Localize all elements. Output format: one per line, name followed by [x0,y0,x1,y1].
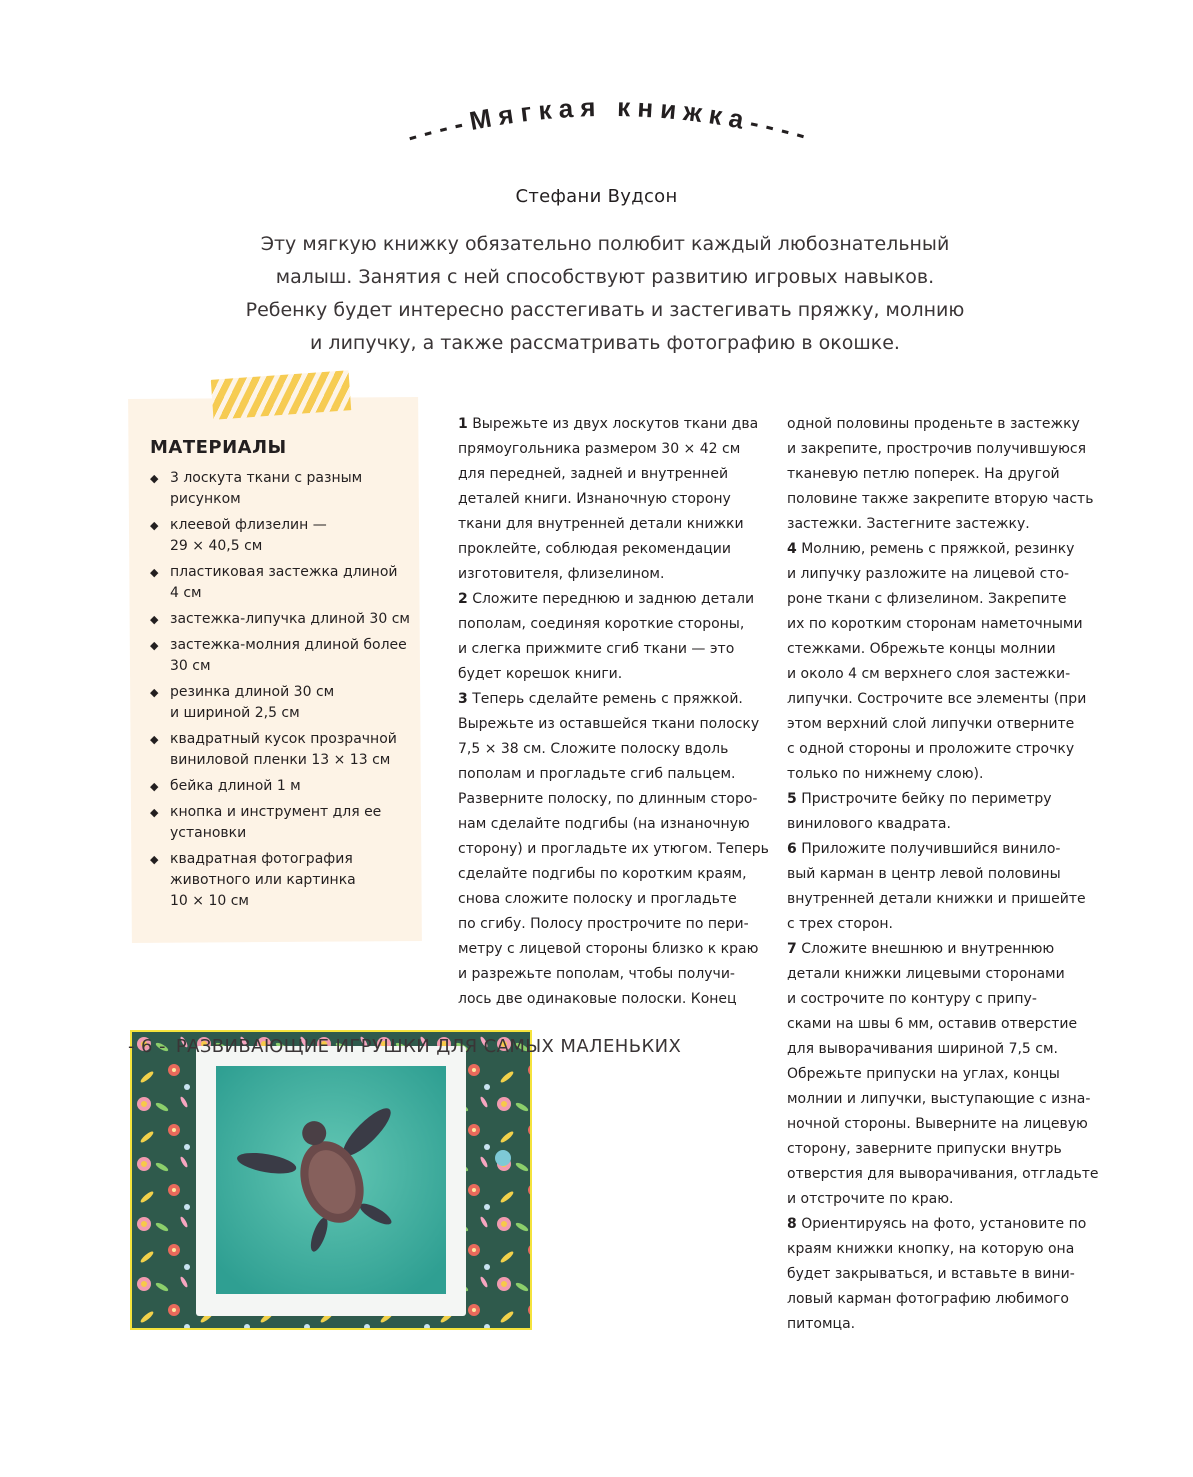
diamond-bullet-icon: ◆ [150,780,159,793]
instruction-text: проклейте, соблюдая рекомендации [458,541,731,557]
author-name: Стефани Вудсон [515,186,678,207]
instruction-line [787,1162,1097,1187]
instruction-text: пополам, соединяя короткие стороны, [458,616,745,632]
instruction-text: сторону) и прогладьте их утюгом. Теперь [458,841,769,857]
materials-item [150,776,410,797]
instruction-line [787,712,1097,737]
instruction-line [458,887,758,912]
instruction-line [458,612,758,637]
diamond-bullet-icon: ◆ [150,853,159,866]
step-number: 7 [787,941,797,957]
intro-paragraph [230,228,980,360]
step-number: 2 [458,591,468,607]
instruction-text: отверстия для выворачивания, отгладьте [787,1166,1099,1182]
instruction-line [787,512,1097,537]
instruction-text: их по коротким сторонам наметочными [787,616,1083,632]
instruction-line [787,562,1097,587]
instruction-text: тканевую петлю поперек. На другой [787,466,1060,482]
materials-item [150,562,410,604]
materials-item-line: резинка длиной 30 см [170,684,335,700]
instruction-text: по сгибу. Полосу прострочите по пери- [458,916,749,932]
instruction-text: деталей книги. Изнаночную сторону [458,491,731,507]
instruction-line [458,512,758,537]
materials-item-line: животного или картинка [170,872,356,888]
instruction-line [787,1062,1097,1087]
instruction-text: сторону, заверните припуски внутрь [787,1141,1062,1157]
step-number: 1 [458,416,468,432]
instruction-text: и закрепите, прострочив получившуюся [787,441,1087,457]
instruction-line [787,1187,1097,1212]
instruction-line [458,962,758,987]
instruction-text: половине также закрепите вторую часть [787,491,1094,507]
instruction-text: липучки. Сострочите все элементы (при [787,691,1087,707]
instruction-text: Ориентируясь на фото, установите по [801,1216,1087,1232]
instruction-text: Разверните полоску, по длинным сторо- [458,791,758,807]
materials-item-line: клеевой флизелин — [170,517,327,533]
instruction-line [458,437,758,462]
instruction-line [787,637,1097,662]
step-number: 8 [787,1216,797,1232]
instruction-line [787,937,1097,962]
materials-item-line: 4 см [170,585,202,601]
instruction-line [787,1312,1097,1337]
instruction-line [458,637,758,662]
instruction-text: ткани для внутренней детали книжки [458,516,744,532]
diamond-bullet-icon: ◆ [150,519,159,532]
instruction-text: для передней, задней и внутренней [458,466,729,482]
instruction-text: и липучку разложите на лицевой сто- [787,566,1070,582]
section-title: РАЗВИВАЮЩИЕ ИГРУШКИ ДЛЯ САМЫХ МАЛЕНЬКИХ [175,1036,682,1057]
instruction-line [458,562,758,587]
instruction-text: лось две одинаковые полоски. Конец [458,991,737,1007]
materials-item-line: рисунком [170,491,241,507]
instruction-line [458,837,769,862]
diamond-bullet-icon: ◆ [150,733,159,746]
instruction-line [787,737,1097,762]
instruction-line [787,462,1097,487]
instruction-text: Вырежьте из оставшейся ткани полоску [458,716,760,732]
instruction-text: винилового квадрата. [787,816,951,832]
page-footer [128,1036,681,1057]
instruction-text: вый карман в центр левой половины [787,866,1061,882]
instruction-text: будет закрываться, и вставьте в вини- [787,1266,1075,1282]
materials-item-line: пластиковая застежка длиной [170,564,398,580]
instruction-line [458,487,758,512]
materials-item [150,609,410,630]
instruction-text: с одной стороны и проложите строчку [787,741,1075,757]
instructions-column-1 [458,412,769,1012]
materials-item-line: установки [170,825,247,841]
instruction-line [787,912,1097,937]
materials-item-line: застежка-липучка длиной 30 см [170,611,410,627]
instruction-line [787,1212,1097,1237]
instruction-line [787,1237,1097,1262]
materials-item [150,682,410,724]
instruction-line [787,962,1097,987]
title-arc [360,95,860,185]
instruction-line [787,662,1097,687]
instruction-text: молнии и липучки, выступающие с изна- [787,1091,1091,1107]
instruction-line [458,737,758,762]
instructions-column-2 [787,412,1097,1337]
instruction-text: ловый карман фотографию любимого [787,1291,1069,1307]
instruction-text: будет корешок книги. [458,666,623,682]
instruction-line [458,462,758,487]
page-number: - 6 - [128,1036,166,1057]
instruction-line [458,537,758,562]
instruction-text: застежки. Застегните застежку. [787,516,1030,532]
instruction-text: с трех сторон. [787,916,894,932]
step-number: 3 [458,691,468,707]
instruction-text: краям книжки кнопку, на которую она [787,1241,1075,1257]
instruction-line [787,612,1097,637]
page-title: Мягкая книжка [466,95,754,137]
instruction-line [787,1262,1097,1287]
instruction-line [458,937,758,962]
materials-item-line: застежка-молния длиной более [170,637,407,653]
instruction-line [458,812,758,837]
instruction-text: сделайте подгибы по коротким краям, [458,866,747,882]
instruction-line [787,412,1097,437]
photo-illustration [132,1032,530,1328]
instruction-line [787,837,1097,862]
instruction-line [787,762,1097,787]
instruction-text: и слегка прижмите сгиб ткани — это [458,641,735,657]
instruction-line [787,862,1097,887]
instruction-text: стежками. Обрежьте концы молнии [787,641,1056,657]
instruction-text: только по нижнему слою). [787,766,984,782]
instruction-text: роне ткани с флизелином. Закрепите [787,591,1067,607]
instruction-text: Пристрочите бейку по периметру [801,791,1052,807]
instruction-text: 7,5 × 38 см. Сложите полоску вдоль [458,741,729,757]
diamond-bullet-icon: ◆ [150,639,159,652]
materials-item-line: виниловой пленки 13 × 13 см [170,752,391,768]
materials-item-line: квадратная фотография [170,851,353,867]
instruction-line [787,1287,1097,1312]
instruction-line [458,862,758,887]
materials-item-line: 3 лоскута ткани с разным [170,470,363,486]
materials-item-line: 10 × 10 см [170,893,249,909]
instruction-text: одной половины проденьте в застежку [787,416,1080,432]
instruction-text: изготовителя, флизелином. [458,566,665,582]
materials-item [150,729,410,771]
instruction-line [787,1087,1097,1112]
instruction-text: этом верхний слой липучки отверните [787,716,1075,732]
intro-line: Эту мягкую книжку обязательно полюбит каждый любознательный [260,233,950,255]
instruction-text: для выворачивания шириной 7,5 см. [787,1041,1058,1057]
materials-heading: МАТЕРИАЛЫ [150,437,287,458]
instruction-text: и отстрочите по краю. [787,1191,954,1207]
instruction-text: ночной стороны. Выверните на лицевую [787,1116,1088,1132]
instruction-text: снова сложите полоску и прогладьте [458,891,737,907]
instruction-line [787,887,1097,912]
instruction-line [458,712,758,737]
instruction-line [787,1012,1097,1037]
materials-item [150,802,410,844]
intro-line: малыш. Занятия с ней способствуют развитию игровых навыков. [275,266,935,288]
svg-text:----Мягкая книжка----: ----Мягкая книжка---- [404,95,816,151]
instruction-text: детали книжки лицевыми сторонами [787,966,1065,982]
instruction-line [787,487,1097,512]
materials-item-line: кнопка и инструмент для ее [170,804,382,820]
intro-line: и липучку, а также рассматривать фотографию в окошке. [310,332,900,354]
instruction-line [458,662,758,687]
instruction-text: Сложите внешнюю и внутреннюю [801,941,1055,957]
instruction-line [458,412,758,437]
materials-item [150,635,410,677]
diamond-bullet-icon: ◆ [150,613,159,626]
instruction-line [787,1037,1097,1062]
instruction-text: Сложите переднюю и заднюю детали [472,591,755,607]
instruction-line [787,687,1097,712]
instruction-text: метру с лицевой стороны близко к краю [458,941,759,957]
instruction-text: и разрежьте пополам, чтобы получи- [458,966,735,982]
step-number: 6 [787,841,797,857]
step-number: 4 [787,541,797,557]
instruction-line [787,787,1097,812]
instruction-line [458,762,758,787]
instruction-line [787,1137,1097,1162]
instruction-line [787,587,1097,612]
instruction-text: Теперь сделайте ремень с пряжкой. [472,691,743,707]
instruction-text: прямоугольника размером 30 × 42 см [458,441,741,457]
intro-line: Ребенку будет интересно расстегивать и застегивать пряжку, молнию [245,299,965,321]
instruction-text: и около 4 см верхнего слоя застежки- [787,666,1071,682]
instruction-text: Молнию, ремень с пряжкой, резинку [801,541,1075,557]
materials-item-line: бейка длиной 1 м [170,778,301,794]
instruction-text: внутренней детали книжки и пришейте [787,891,1086,907]
diamond-bullet-icon: ◆ [150,566,159,579]
diamond-bullet-icon: ◆ [150,806,159,819]
instruction-line [787,987,1097,1012]
materials-list [150,468,410,917]
instruction-text: питомца. [787,1316,856,1332]
instruction-text: пополам и прогладьте сгиб пальцем. [458,766,736,782]
instruction-line [787,1112,1097,1137]
instruction-text: Приложите получившийся винило- [801,841,1061,857]
materials-item-line: 29 × 40,5 см [170,538,263,554]
step-number: 5 [787,791,797,807]
instruction-text: Обрежьте припуски на углах, концы [787,1066,1060,1082]
materials-item-line: и шириной 2,5 см [170,705,300,721]
materials-item [150,849,410,912]
instruction-line [458,987,758,1012]
instruction-line [787,437,1097,462]
diamond-bullet-icon: ◆ [150,472,159,485]
turtle-book-photo [130,1030,532,1330]
diamond-bullet-icon: ◆ [150,686,159,699]
materials-item-line: 30 см [170,658,211,674]
instruction-line [787,537,1097,562]
instruction-text: и сострочите по контуру с припу- [787,991,1037,1007]
instruction-line [787,812,1097,837]
materials-item [150,468,410,510]
materials-item-line: квадратный кусок прозрачной [170,731,397,747]
instruction-text: нам сделайте подгибы (на изнаночную [458,816,750,832]
instruction-line [458,912,758,937]
materials-item [150,515,410,557]
instruction-line [458,787,758,812]
instruction-line [458,687,758,712]
instruction-text: Вырежьте из двух лоскутов ткани два [472,416,759,432]
instruction-text: сками на швы 6 мм, оставив отверстие [787,1016,1078,1032]
instruction-line [458,587,758,612]
